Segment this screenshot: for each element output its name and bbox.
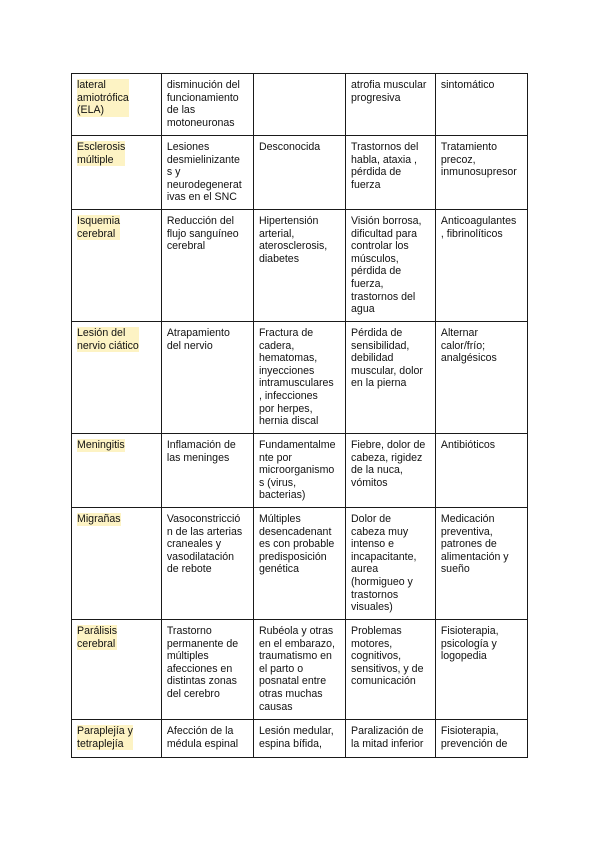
- table-row: [72, 508, 528, 620]
- cell-text-line: Rubéola y otras: [258, 625, 334, 637]
- cell-text-line: , fibrinolíticos: [440, 227, 503, 240]
- symptoms-cell: [346, 74, 436, 136]
- cell-text-line: cognitivos,: [351, 650, 402, 663]
- cell-text-line: analgésicos: [440, 352, 497, 365]
- disease-name-cell: [72, 322, 162, 434]
- cell-text-line: Visión borrosa,: [351, 215, 422, 227]
- cell-text-line: aurea: [351, 563, 379, 576]
- cell-text-line: traumatismo en: [258, 650, 332, 663]
- treatment-cell: [435, 136, 527, 210]
- cell-text-line: genética: [258, 563, 299, 576]
- cell-text-line: Anticoagulantes: [440, 215, 517, 227]
- cell-text-line: músculos,: [351, 252, 399, 265]
- cell-text-line: fuerza: [351, 178, 381, 191]
- cell-text-line: sensitivos, y de: [351, 662, 424, 675]
- table-body: [72, 74, 528, 758]
- cell-text-line: desmielinizante: [166, 153, 240, 166]
- symptoms-cell: [346, 210, 436, 322]
- cell-text-line: la mitad inferior: [351, 737, 424, 750]
- cell-text-line: nervio ciático: [77, 339, 139, 352]
- cell-text-line: Pérdida de: [351, 327, 403, 339]
- cell-text-line: sensibilidad,: [351, 339, 410, 352]
- cell-text-line: craneales y: [166, 538, 222, 551]
- treatment-cell: [435, 74, 527, 136]
- cell-text-line: el parto o: [258, 662, 304, 675]
- cell-text-line: motores,: [351, 637, 393, 650]
- cell-text-line: cabeza muy: [351, 525, 409, 538]
- cell-text-line: , infecciones: [258, 389, 318, 402]
- cell-text-line: alimentación y: [440, 550, 509, 563]
- cell-text-line: controlar los: [351, 240, 409, 253]
- symptoms-cell: [346, 508, 436, 620]
- cell-text-line: sintomático: [440, 79, 495, 91]
- cell-text-line: flujo sanguíneo: [166, 227, 239, 240]
- cell-text-line: múltiples: [166, 650, 209, 663]
- cell-text-line: espina bífida,: [258, 737, 322, 750]
- cell-text-line: precoz,: [440, 153, 476, 166]
- cell-text-line: comunicación: [351, 675, 416, 688]
- cell-text-line: amiotrófica: [77, 91, 129, 104]
- treatment-cell: [435, 720, 527, 758]
- cell-text-line: preventiva,: [440, 525, 493, 538]
- description-cell: [161, 508, 253, 620]
- cell-text-line: ivas en el SNC: [166, 191, 237, 204]
- cell-text-line: inyecciones: [258, 364, 315, 377]
- cell-text-line: Antibióticos: [440, 439, 496, 451]
- cell-text-line: disminución del: [166, 79, 240, 91]
- cell-text-line: fuerza,: [351, 277, 384, 290]
- cell-text-line: Reducción del: [166, 215, 234, 227]
- cell-text-line: (ELA): [77, 104, 105, 117]
- cell-text-line: Problemas: [351, 625, 402, 637]
- cell-text-line: Múltiples: [258, 513, 301, 525]
- cell-text-line: cerebral: [166, 240, 206, 253]
- cell-text-line: Lesiones: [166, 141, 210, 153]
- cell-text-line: Trastorno: [166, 625, 212, 637]
- cell-text-line: inmunosupresor: [440, 166, 517, 179]
- cell-text-line: Atrapamiento: [166, 327, 230, 339]
- cell-text-line: (hormigueo y: [351, 575, 413, 588]
- cell-text-line: cadera,: [258, 339, 295, 352]
- description-cell: [161, 720, 253, 758]
- cell-text-line: del nervio: [166, 339, 213, 352]
- cell-text-line: es con probable: [258, 538, 335, 551]
- disease-name-cell: [72, 74, 162, 136]
- cell-text-line: Meningitis: [77, 439, 125, 451]
- description-cell: [161, 136, 253, 210]
- cell-text-line: Isquemia: [77, 215, 120, 227]
- cell-text-line: motoneuronas: [166, 116, 235, 129]
- cell-text-line: progresiva: [351, 91, 401, 104]
- cell-text-line: Paraplejía y: [77, 725, 133, 737]
- cell-text-line: Desconocida: [258, 141, 321, 153]
- treatment-cell: [435, 322, 527, 434]
- cell-text-line: sueño: [440, 563, 470, 576]
- cause-cell: [253, 210, 345, 322]
- cell-text-line: vómitos: [351, 476, 388, 489]
- cell-text-line: causas: [258, 700, 293, 713]
- cell-text-line: desencadenant: [258, 525, 332, 538]
- cell-text-line: Fundamentalme: [258, 439, 336, 451]
- cell-text-line: Dolor de: [351, 513, 392, 525]
- table-row: [72, 720, 528, 758]
- cell-text-line: predisposición: [258, 550, 327, 563]
- cell-text-line: patrones de: [440, 538, 497, 551]
- cell-text-line: psicología y: [440, 637, 497, 650]
- cell-text-line: Lesión medular,: [258, 725, 334, 737]
- cell-text-line: trastornos del: [351, 290, 416, 303]
- table-row: [72, 210, 528, 322]
- cell-text-line: tetraplejía: [77, 737, 124, 750]
- table-row: [72, 74, 528, 136]
- cell-text-line: trastornos: [351, 588, 399, 601]
- cell-text-line: incapacitante,: [351, 550, 417, 563]
- cell-text-line: permanente de: [166, 637, 239, 650]
- cell-text-line: Trastornos del: [351, 141, 419, 153]
- table-row: [72, 322, 528, 434]
- cell-text-line: en la pierna: [351, 377, 407, 390]
- cell-text-line: nte por: [258, 451, 292, 464]
- cell-text-line: dificultad para: [351, 227, 417, 240]
- cell-text-line: Afección de la: [166, 725, 234, 737]
- cell-text-line: habla, ataxia ,: [351, 153, 417, 166]
- description-cell: [161, 620, 253, 720]
- symptoms-cell: [346, 434, 436, 508]
- cell-text-line: Parálisis: [77, 625, 118, 637]
- cell-text-line: de las: [166, 104, 196, 117]
- cell-text-line: aterosclerosis,: [258, 240, 328, 253]
- cell-text-line: lateral: [77, 79, 106, 91]
- cell-text-line: otras muchas: [258, 687, 323, 700]
- cell-text-line: cerebral: [77, 227, 116, 240]
- cell-text-line: bacterias): [258, 489, 306, 502]
- cell-text-line: s (virus,: [258, 476, 297, 489]
- cell-text-line: del cerebro: [166, 687, 220, 700]
- cell-text-line: Esclerosis: [77, 141, 126, 153]
- cell-text-line: neurodegenerat: [166, 178, 242, 191]
- description-cell: [161, 210, 253, 322]
- cell-text-line: logopedia: [440, 650, 487, 663]
- cell-text-line: Hipertensión: [258, 215, 319, 227]
- cell-text-line: muscular, dolor: [351, 364, 423, 377]
- treatment-cell: [435, 508, 527, 620]
- cause-cell: [253, 508, 345, 620]
- disease-table: [71, 73, 528, 758]
- cell-text-line: hematomas,: [258, 352, 318, 365]
- cell-text-line: microorganismo: [258, 464, 335, 477]
- symptoms-cell: [346, 136, 436, 210]
- cause-cell: [253, 322, 345, 434]
- cell-text-line: Fiebre, dolor de: [351, 439, 426, 451]
- cell-text-line: cabeza, rigidez: [351, 451, 423, 464]
- cell-text-line: vasodilatación: [166, 550, 234, 563]
- treatment-cell: [435, 620, 527, 720]
- cause-cell: [253, 434, 345, 508]
- cell-text-line: Vasoconstricció: [166, 513, 241, 525]
- cause-cell: [253, 620, 345, 720]
- cell-text-line: Migrañas: [77, 513, 121, 525]
- cell-text-line: por herpes,: [258, 402, 313, 415]
- cell-text-line: Alternar: [440, 327, 478, 339]
- cell-text-line: cerebral: [77, 637, 116, 650]
- treatment-cell: [435, 434, 527, 508]
- cell-text-line: afecciones en: [166, 662, 233, 675]
- cause-cell: [253, 136, 345, 210]
- cell-text-line: de rebote: [166, 563, 212, 576]
- cell-text-line: funcionamiento: [166, 91, 239, 104]
- cell-text-line: hernia discal: [258, 415, 319, 428]
- disease-name-cell: [72, 720, 162, 758]
- cell-text-line: n de las arterias: [166, 525, 243, 538]
- cell-text-line: agua: [351, 303, 375, 316]
- disease-name-cell: [72, 508, 162, 620]
- cell-text-line: prevención de: [440, 737, 508, 750]
- treatment-cell: [435, 210, 527, 322]
- disease-name-cell: [72, 210, 162, 322]
- symptoms-cell: [346, 322, 436, 434]
- cell-text-line: Lesión del: [77, 327, 126, 339]
- cell-text-line: Fisioterapia,: [440, 725, 499, 737]
- cell-text-line: pérdida de: [351, 166, 402, 179]
- cause-cell: [253, 74, 345, 136]
- cell-text-line: calor/frío;: [440, 339, 486, 352]
- description-cell: [161, 322, 253, 434]
- cell-text-line: intenso e: [351, 538, 395, 551]
- cell-text-line: Tratamiento: [440, 141, 498, 153]
- description-cell: [161, 434, 253, 508]
- cell-text-line: diabetes: [258, 252, 299, 265]
- cell-text-line: en el embarazo,: [258, 637, 335, 650]
- cell-text-line: arterial,: [258, 227, 295, 240]
- cell-text-line: de la nuca,: [351, 464, 403, 477]
- table-row: [72, 620, 528, 720]
- symptoms-cell: [346, 720, 436, 758]
- cell-text-line: Fisioterapia,: [440, 625, 499, 637]
- cell-text-line: visuales): [351, 601, 393, 614]
- disease-name-cell: [72, 434, 162, 508]
- cell-text-line: Fractura de: [258, 327, 314, 339]
- cell-text-line: Inflamación de: [166, 439, 236, 451]
- cell-text-line: posnatal entre: [258, 675, 327, 688]
- description-cell: [161, 74, 253, 136]
- disease-name-cell: [72, 136, 162, 210]
- cell-text-line: intramusculares: [258, 377, 334, 390]
- cell-text-line: distintas zonas: [166, 675, 237, 688]
- cell-text-line: pérdida de: [351, 265, 402, 278]
- cell-text-line: debilidad: [351, 352, 394, 365]
- cause-cell: [253, 720, 345, 758]
- symptoms-cell: [346, 620, 436, 720]
- cell-text-line: Medicación: [440, 513, 495, 525]
- table-row: [72, 434, 528, 508]
- cell-text-line: s y: [166, 166, 181, 179]
- disease-name-cell: [72, 620, 162, 720]
- cell-text-line: médula espinal: [166, 737, 239, 750]
- cell-text-line: múltiple: [77, 153, 114, 166]
- cell-text-line: las meninges: [166, 451, 230, 464]
- cell-text-line: atrofia muscular: [351, 79, 427, 91]
- table-row: [72, 136, 528, 210]
- cell-text-line: Paralización de: [351, 725, 424, 737]
